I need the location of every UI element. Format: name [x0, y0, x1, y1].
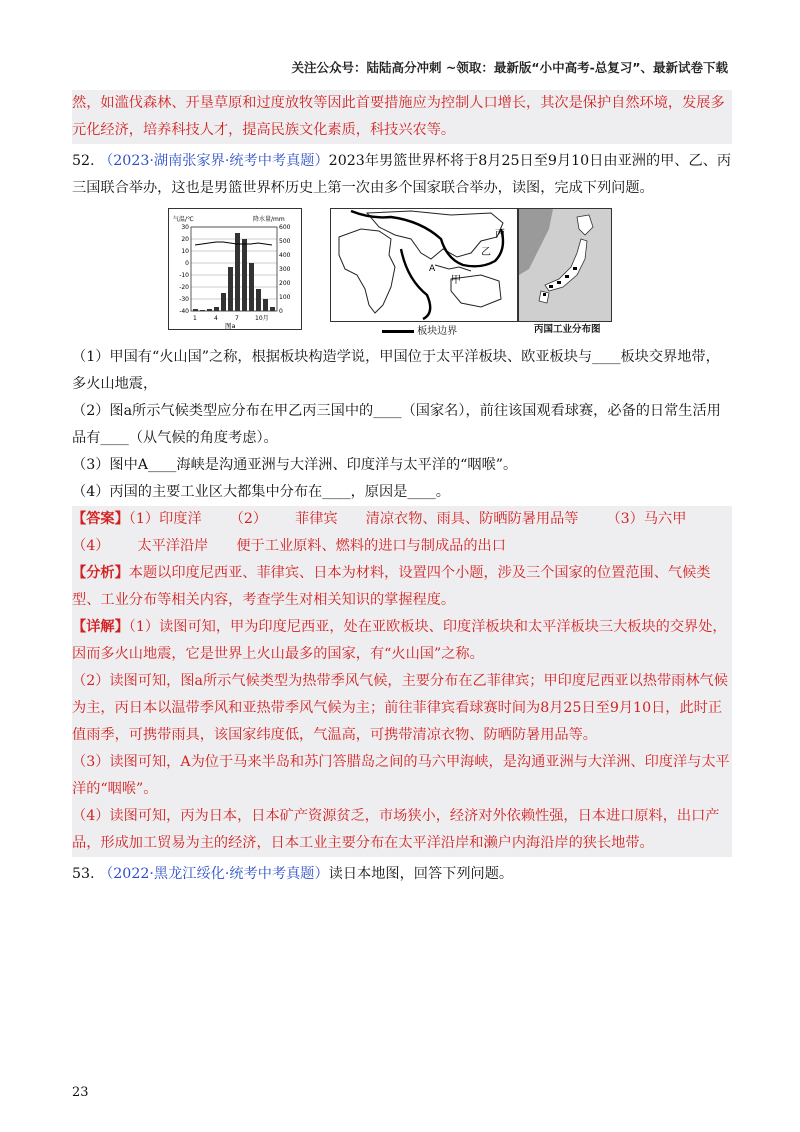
- month-tick: 7: [235, 315, 239, 322]
- legend-line-swatch: [382, 330, 414, 333]
- detail-tag: 【详解】: [72, 619, 129, 635]
- climate-chart: [169, 209, 301, 329]
- answer-1: （1）印度洋: [128, 511, 202, 527]
- answer-line-2: [72, 533, 732, 560]
- detail-2: （2）读图可知，图a所示气候类型为热带季风气候，主要分布在乙菲律宾；甲印度尼西亚以热带雨林气候为主，丙日本以温带季风和亚热带季风气候为主；前往菲律宾看球赛时间为8月25日至9月10日，此时正值雨季，可携带雨具，该国家纬度低，气温高，可携带清凉衣物、防晒防暑用品等。: [72, 673, 728, 743]
- detail-1-text: （1）读图可知，甲为印度尼西亚，处在亚欧板块、印度洋板块和太平洋板块三大板块的交界处，因而多火山地震，它是世界上火山最多的国家，有“火山国”之称。: [72, 619, 727, 662]
- precip-tick: 100: [279, 294, 291, 301]
- temp-axis-label: 气温/℃: [173, 216, 194, 223]
- analysis-tag: 【分析】: [72, 565, 129, 581]
- sub-question-4: （4）丙国的主要工业区大都集中分布在____，原因是____。: [72, 484, 450, 500]
- precip-tick: 0: [279, 308, 283, 315]
- question-source: （2023·湖南张家界·统考中考真题）: [99, 153, 329, 169]
- answer-3: （3）马六甲: [606, 511, 687, 527]
- japan-industry-map: [518, 208, 612, 322]
- month-tick: 4: [214, 315, 218, 322]
- temp-tick: -40: [179, 308, 189, 315]
- precip-bars: [193, 233, 275, 311]
- precip-tick: 600: [279, 224, 291, 231]
- question-text: 2023年男篮世界杯将于8月25日至9月10日由亚洲的甲、乙、丙三国联合举办，这也是男篮世界杯历史上第一次由多个国家联合举办，读图，完成下列问题。: [72, 153, 732, 196]
- analysis: [72, 560, 732, 614]
- answer-line-1: [72, 506, 732, 533]
- answer-4-area: 太平洋沿岸: [137, 538, 209, 554]
- sub-question-3: （3）图中A____海峡是沟通亚洲与大洋洲、印度洋与太平洋的“咽喉”。: [72, 457, 518, 473]
- temp-tick: 0: [185, 260, 189, 267]
- temp-tick: -10: [179, 272, 189, 279]
- question-text: 读日本地图，回答下列问题。: [328, 866, 514, 882]
- precip-tick: 200: [279, 280, 291, 287]
- page-number: 23: [72, 1085, 89, 1100]
- answer-4-reason: 便于工业原料、燃料的进口与制成品的出口: [236, 538, 506, 554]
- legend-boundary: [382, 322, 457, 337]
- question-number: 53.: [72, 866, 95, 882]
- answer-block: [72, 506, 732, 857]
- map-label-yi: 乙: [481, 247, 491, 258]
- temp-tick: 30: [181, 224, 189, 231]
- climate-chart-figure: [168, 208, 302, 330]
- japan-map-caption: 丙国工业分布图: [534, 324, 601, 335]
- precip-axis-label: 降水量/mm: [253, 216, 285, 223]
- figure-a-label: 图a: [225, 322, 236, 329]
- japan-map-svg: [519, 209, 611, 321]
- plate-map-svg: [331, 209, 517, 321]
- question-source: （2022·黑龙江绥化·统考中考真题）: [99, 866, 329, 882]
- analysis-text: 本题以印度尼西亚、菲律宾、日本为材料，设置四个小题，涉及三个国家的位置范围、气候类型、工业分布等相关内容，考查学生对相关知识的掌握程度。: [72, 565, 711, 608]
- legend-boundary-label: 板块边界: [417, 326, 458, 337]
- prev-answer-tail: 然，如滥伐森林、开垦草原和过度放牧等因此首要措施应为控制人口增长，其次是保护自然环境，发展多元化经济，培养科技人才，提高民族文化素质，科技兴农等。: [72, 95, 725, 138]
- precip-tick: 400: [279, 252, 291, 259]
- question-figures: [72, 208, 732, 338]
- month-tick: 1: [193, 315, 197, 322]
- answer-4-num: （4）: [72, 538, 110, 554]
- temp-tick: -20: [179, 284, 189, 291]
- map-label-jia: 甲: [451, 275, 461, 286]
- map-label-a: A: [429, 264, 436, 274]
- answer-2-country: 菲律宾: [295, 511, 338, 527]
- detail-3: （3）读图可知，A为位于马来半岛和苏门答腊岛之间的马六甲海峡，是沟通亚洲与大洋洲、印度洋与太平洋的“咽喉”。: [72, 754, 730, 797]
- question-53-stem: [72, 861, 732, 888]
- answer-2-num: （2）: [229, 511, 268, 527]
- temp-tick: 10: [181, 248, 189, 255]
- detail-1: [72, 614, 732, 668]
- answer-tag: 【答案】: [72, 511, 129, 527]
- question-number: 52.: [72, 153, 95, 169]
- plate-boundary-map: [330, 208, 518, 322]
- sub-question-2: （2）图a所示气候类型应分布在甲乙丙三国中的____（国家名），前往该国观看球赛，必备的日常生活用品有____（从气候的角度考虑）。: [72, 403, 721, 446]
- kyushu: [539, 291, 549, 303]
- month-tick: 10月: [255, 315, 269, 322]
- map-label-bing: 丙: [495, 229, 505, 240]
- answer-2-items: 清凉衣物、雨具、防晒防暑用品等: [365, 511, 579, 527]
- precip-tick: 300: [279, 266, 291, 273]
- detail-4: （4）读图可知，丙为日本，日本矿产资源贫乏，市场狭小，经济对外依赖性强，日本进口原料，出口产品，形成加工贸易为主的经济，日本工业主要分布在太平洋沿岸和濑户内海沿岸的狭长地带。: [72, 808, 720, 851]
- page-header: 关注公众号：陆陆高分冲刺 ~领取：最新版“小中高考-总复习”、最新试卷下载: [291, 60, 728, 75]
- sub-question-1: （1）甲国有“火山国”之称，根据板块构造学说，甲国位于太平洋板块、欧亚板块与____板块交界地带，多火山地震，: [72, 349, 720, 392]
- temp-tick: 20: [181, 236, 189, 243]
- precip-tick: 500: [279, 238, 291, 245]
- question-52-stem: [72, 148, 732, 202]
- page-content: [72, 90, 732, 888]
- temp-tick: -30: [179, 296, 189, 303]
- prev-answer-block: [72, 90, 732, 144]
